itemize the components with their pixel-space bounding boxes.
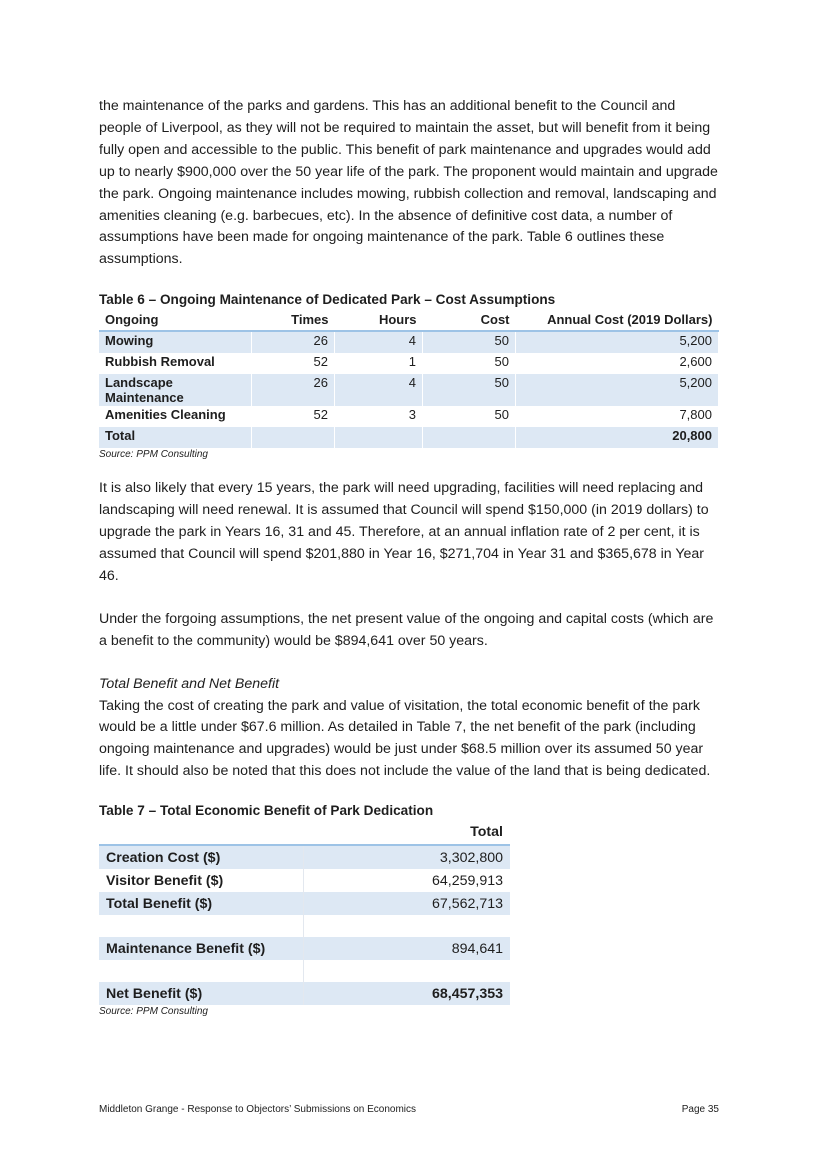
times-cell: 26 (252, 374, 335, 406)
net-benefit-label: Net Benefit ($) (99, 982, 304, 1005)
table7-caption: Table 7 – Total Economic Benefit of Park Dedication (99, 803, 434, 819)
total-benefit-label: Total Benefit ($) (99, 892, 304, 915)
creation-cost-value: 3,302,800 (304, 845, 511, 869)
table-row (99, 331, 719, 353)
row-label: Amenities Cleaning (99, 406, 252, 427)
table-row (99, 892, 510, 915)
visitor-benefit-label: Visitor Benefit ($) (106, 872, 224, 889)
cost-cell: 50 (423, 353, 516, 374)
visitor-benefit-value: 64,259,913 (304, 869, 511, 892)
cost-cell: 50 (423, 406, 516, 427)
col-ongoing: Ongoing (99, 309, 252, 331)
table-row (99, 869, 510, 892)
table6-source: Source: PPM Consulting (99, 449, 208, 461)
table-row (99, 353, 719, 374)
annual-cost-cell: 5,200 (516, 374, 719, 406)
table-row (99, 845, 510, 869)
page-footer (99, 1104, 719, 1115)
row-label: Rubbish Removal (99, 353, 252, 374)
col-total: Total (304, 820, 511, 845)
table6-caption: Table 6 – Ongoing Maintenance of Dedicated Park – Cost Assumptions (99, 292, 556, 308)
npv-paragraph: Under the forgoing assumptions, the net present value of the ongoing and capital costs (which are a benefit to the community) would be $894,641 over 50 years. (99, 610, 714, 649)
annual-cost-cell: 2,600 (516, 353, 719, 374)
total-row (99, 427, 719, 448)
table-header-row (99, 309, 719, 331)
upgrade-paragraph: It is also likely that every 15 years, the park will need upgrading, facilities will need replacing and landscaping will need renewal. It is assumed that Council will spend $150,000 (in 2019 dollars) to upgrade the park in Years 16, 31 and 45. Therefore, at an annual inflation rate of 2 per cent, it is assumed that Council will spend $201,880 in Year 16, $271,704 in Year 31 and $365,678 in Year 46. (99, 480, 709, 584)
total-benefit-value: 67,562,713 (304, 892, 511, 915)
intro-paragraph: the maintenance of the parks and gardens. This has an additional benefit to the Council and people of Liverpool, as they will not be required to maintain the asset, but will benefit from it being fully open and accessible to the public. This benefit of park maintenance and upgrades would add up to nearly $900,000 over the 50 year life of the park. The proponent would maintain and upgrade the park. Ongoing maintenance includes mowing, rubbish collection and removal, landscaping and amenities cleaning (e.g. barbecues, etc). In the absence of definitive cost data, a number of assumptions have been made for ongoing maintenance of the park. Table 6 outlines these assumptions. (99, 98, 718, 268)
maintenance-benefit-value: 894,641 (304, 937, 511, 960)
footer-title: Middleton Grange - Response to Objectors’ Submissions on Economics (99, 1104, 417, 1115)
col-hours: Hours (335, 309, 423, 331)
creation-cost-label: Creation Cost ($) (99, 845, 304, 869)
table-row (99, 937, 510, 960)
hours-cell: 4 (335, 374, 423, 406)
times-cell: 52 (252, 406, 335, 427)
maintenance-cost-table (99, 309, 719, 448)
total-label: Total (99, 427, 252, 448)
col-annual-cost: Annual Cost (2019 Dollars) (516, 309, 719, 331)
times-cell: 52 (252, 353, 335, 374)
total-value: 20,800 (516, 427, 719, 448)
cost-cell: 50 (423, 331, 516, 353)
cost-cell: 50 (423, 374, 516, 406)
times-cell: 26 (252, 331, 335, 353)
maintenance-benefit-label: Maintenance Benefit ($) (99, 937, 304, 960)
col-times: Times (252, 309, 335, 331)
net-benefit-value: 68,457,353 (304, 982, 511, 1005)
row-label: Landscape Maintenance (99, 374, 252, 406)
hours-cell: 3 (335, 406, 423, 427)
hours-cell: 4 (335, 331, 423, 353)
annual-cost-cell: 5,200 (516, 331, 719, 353)
table-header-row (99, 820, 510, 845)
table-row (99, 406, 719, 427)
economic-benefit-table (99, 820, 510, 1005)
page-number: Page 35 (681, 1104, 719, 1115)
page-body (99, 96, 719, 1019)
table-row (99, 374, 719, 406)
annual-cost-cell: 7,800 (516, 406, 719, 427)
total-benefit-paragraph: Taking the cost of creating the park and value of visitation, the total economic benefit of the park would be a little under $67.6 million. As detailed in Table 7, the net benefit of the park (including ongoing maintenance and upgrades) would be just under $68.5 million over its assumed 50 year life. It should also be noted that this does not include the value of the land that is being dedicated. (99, 697, 711, 780)
section-subheading: Total Benefit and Net Benefit (99, 675, 280, 692)
hours-cell: 1 (335, 353, 423, 374)
row-label: Mowing (99, 331, 252, 353)
table-row (99, 982, 510, 1005)
table7-source: Source: PPM Consulting (99, 1006, 208, 1018)
col-cost: Cost (423, 309, 516, 331)
